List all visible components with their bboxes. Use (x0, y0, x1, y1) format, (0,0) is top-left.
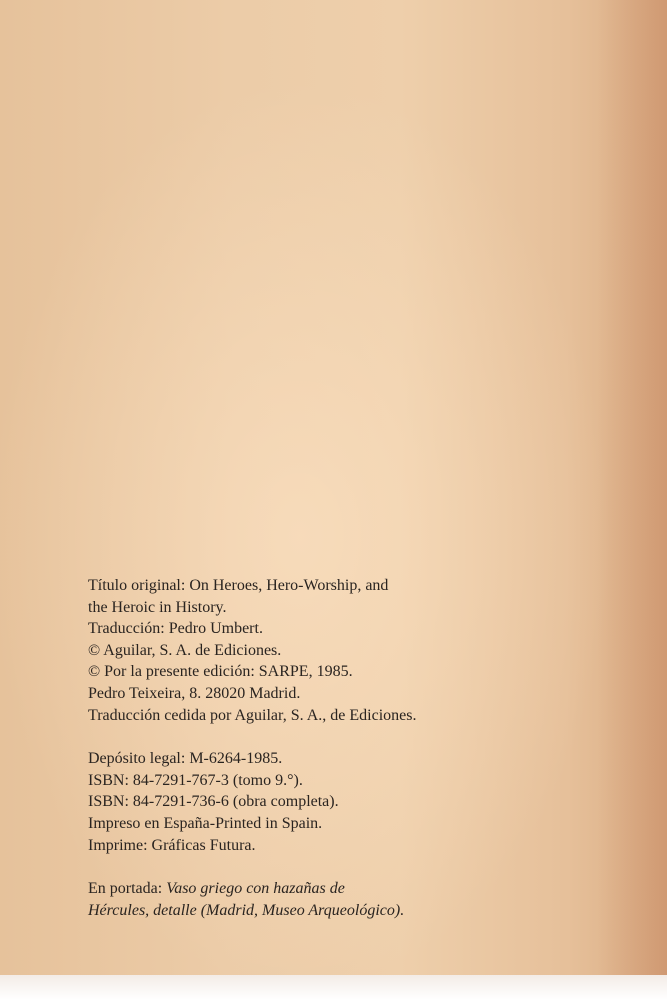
section-spacer (88, 856, 648, 878)
colophon-copyright-aguilar: © Aguilar, S. A. de Ediciones. (88, 641, 282, 659)
colophon-translation-credit: Traducción cedida por Aguilar, S. A., de Ediciones. (88, 706, 417, 724)
colophon-legal-deposit: Depósito legal: M-6264-1985. (88, 750, 283, 768)
cover-caption-line-2: Hércules, detalle (Madrid, Museo Arqueológico). (88, 901, 405, 919)
cover-caption-title: Vaso griego con hazañas de (166, 880, 345, 898)
colophon-isbn-complete: ISBN: 84-7291-736-6 (obra completa). (88, 793, 339, 811)
colophon-printed-in: Impreso en España-Printed in Spain. (88, 814, 323, 832)
colophon-original-title-line-1: Título original: On Heroes, Hero-Worship, and (88, 577, 389, 594)
cover-caption-line-1 (88, 878, 648, 900)
colophon-translator: Traducción: Pedro Umbert. (88, 620, 263, 638)
background-surface (0, 975, 667, 1000)
colophon-original-title-line-2: the Heroic in History. (88, 598, 227, 616)
section-spacer (88, 726, 648, 748)
cover-caption-prefix: En portada: (88, 880, 167, 898)
colophon-isbn-volume: ISBN: 84-7291-767-3 (tomo 9.°). (88, 771, 303, 789)
colophon-block (88, 575, 648, 921)
colophon-publisher-address: Pedro Teixeira, 8. 28020 Madrid. (88, 684, 301, 702)
colophon-copyright-sarpe: © Por la presente edición: SARPE, 1985. (88, 663, 353, 681)
colophon-printer: Imprime: Gráficas Futura. (88, 836, 256, 854)
